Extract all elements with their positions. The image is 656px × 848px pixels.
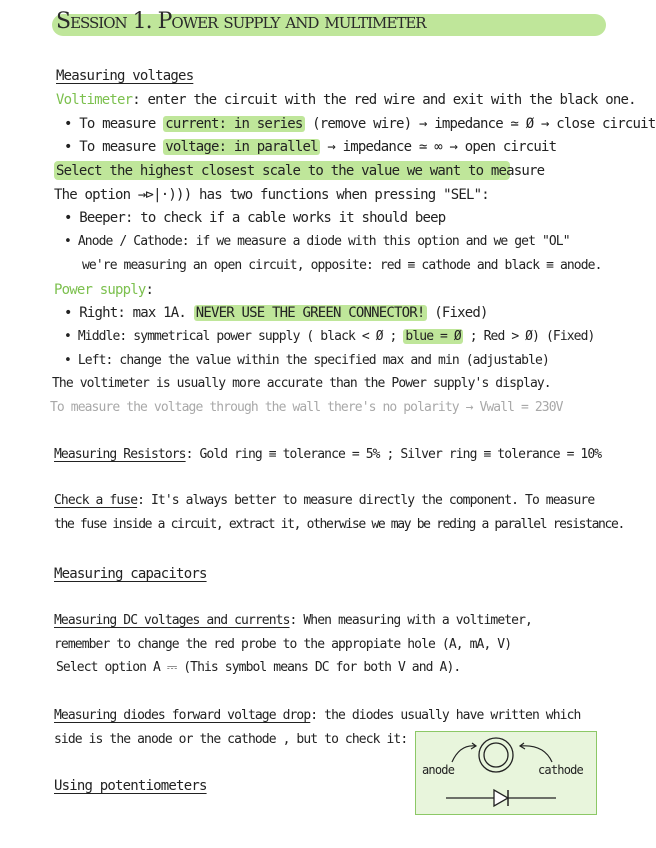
capacitors-heading: Measuring capacitors (54, 566, 207, 582)
current-suffix: (remove wire) → impedance ≃ Ø → close circuit (304, 116, 656, 132)
fuse-line-2: the fuse inside a circuit, extract it, otherwise we may be reding a parallel resistance. (54, 517, 624, 532)
voltage-suffix: → impedance ≃ ∞ → open circuit (319, 139, 557, 155)
right-line (64, 304, 488, 322)
dc-heading: Measuring DC voltages and currents (54, 613, 290, 628)
current-line (64, 115, 655, 133)
voltage-prefix: • To measure (64, 139, 164, 155)
fuse-text-1: : It's always better to measure directly the component. To measure (137, 493, 595, 508)
diode-triangle (494, 790, 508, 806)
fuse-heading: Check a fuse (54, 493, 138, 508)
resistors-heading: Measuring Resistors (54, 447, 186, 462)
voltages-heading: Measuring voltages (56, 68, 194, 84)
voltage-line (64, 138, 556, 156)
diode-diagram (415, 731, 597, 815)
cathode-label: cathode (538, 763, 583, 777)
resistors-text: : Gold ring ≡ tolerance = 5% ; Silver ring ≡ tolerance = 10% (185, 447, 602, 462)
current-highlight: current: in series (165, 116, 303, 132)
scale-line: Select the highest closest scale to the value we want to measure (56, 163, 545, 179)
resistors-line (54, 446, 601, 464)
middle-highlight: blue = Ø (405, 329, 461, 344)
fuse-line-1 (54, 492, 594, 510)
dc-line-1 (54, 612, 532, 630)
left-line: • Left: change the value within the specified max and min (adjustable) (64, 353, 549, 368)
power-supply-colon: : (145, 282, 154, 298)
right-highlight: NEVER USE THE GREEN CONNECTOR! (195, 305, 425, 321)
right-prefix: • Right: max 1A. (64, 305, 194, 321)
voltmeter-label: Voltimeter (56, 92, 133, 108)
right-suffix: (Fixed) (426, 305, 488, 321)
beeper-line: • Beeper: to check if a cable works it should beep (64, 210, 446, 226)
dc-line-2: remember to change the red probe to the appropiate hole (A, mA, V) (54, 637, 512, 652)
power-supply-line (54, 281, 153, 299)
multimeter-dial-inner (484, 743, 508, 767)
dc-text-1: : When measuring with a voltimeter, (289, 613, 532, 628)
potentiometers-heading: Using potentiometers (54, 778, 207, 794)
diodes-heading: Measuring diodes forward voltage drop (54, 708, 311, 723)
diodes-line-1 (54, 707, 580, 725)
anode-label: anode (422, 763, 455, 777)
middle-suffix: ; Red > Ø) (Fixed) (462, 329, 595, 344)
current-prefix: • To measure (64, 116, 164, 132)
power-supply-label: Power supply (54, 282, 146, 298)
wall-line: To measure the voltage through the wall there's no polarity → Vwall = 230V (50, 400, 563, 415)
page-title: Session 1. Power supply and multimeter (56, 9, 426, 34)
middle-prefix: • Middle: symmetrical power supply ( black < Ø ; (64, 329, 404, 344)
option-line: The option →⊳|·))) has two functions when pressing "SEL": (54, 187, 489, 203)
diodes-line-2: side is the anode or the cathode , but to check it: (54, 732, 408, 747)
anode-line-1: • Anode / Cathode: if we measure a diode with this option and we get "OL" (64, 234, 570, 249)
anode-line-2: we're measuring an open circuit, opposite: red ≡ cathode and black ≡ anode. (82, 258, 602, 273)
accuracy-line: The voltimeter is usually more accurate than the Power supply's display. (52, 376, 551, 391)
diodes-text-1: : the diodes usually have written which (310, 708, 581, 723)
voltmeter-line (56, 91, 636, 109)
middle-line (64, 328, 594, 346)
voltage-highlight: voltage: in parallel (165, 139, 318, 155)
voltmeter-text: : enter the circuit with the red wire and exit with the black one. (132, 92, 636, 108)
dc-line-3: Select option A ⎓ (This symbol means DC for both V and A). (56, 660, 461, 675)
